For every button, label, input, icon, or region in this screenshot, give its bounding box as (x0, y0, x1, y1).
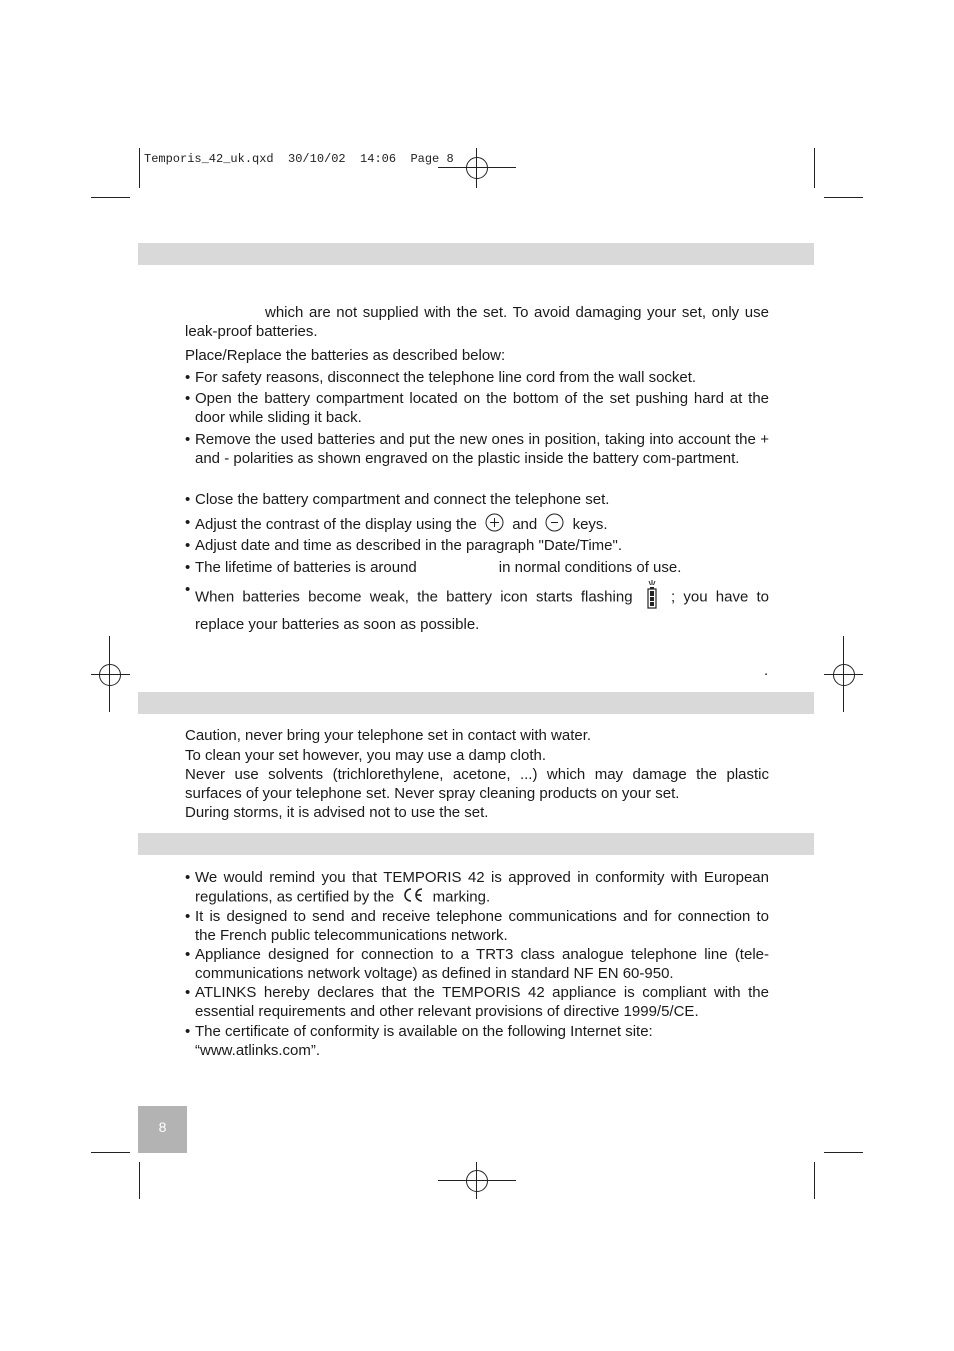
list-item-weak-batteries: • When batteries become weak, the battery icon starts flashing ; you have to replace your batteries as soon as possible. (185, 581, 769, 633)
list-item: • ATLINKS hereby declares that the TEMPORIS 42 appliance is compliant with the essential requirements and other relevant provisions of directive 1999/5/CE. (185, 984, 769, 1020)
battery-flashing-icon (645, 580, 659, 615)
plus-key-icon (485, 513, 504, 537)
list-item-lifetime: • The lifetime of batteries is around in normal conditions of use. (185, 559, 682, 576)
batteries-place-instruction: Place/Replace the batteries as described below: (185, 347, 506, 364)
crop-mark (814, 1162, 815, 1199)
maintenance-line: Never use solvents (trichlorethylene, acetone, ...) which may damage the plastic surfaces of your telephone set. Never spray cleaning products on your set. (185, 766, 769, 802)
maintenance-line: To clean your set however, you may use a damp cloth. (185, 747, 547, 764)
crop-mark (824, 1152, 863, 1153)
list-item: • Adjust date and time as described in the paragraph "Date/Time". (185, 537, 622, 554)
list-item: • It is designed to send and receive telephone communications and for connection to the French public telecommunications network. (185, 908, 769, 944)
list-item: • For safety reasons, disconnect the telephone line cord from the wall socket. (185, 369, 697, 386)
crop-mark (139, 148, 140, 188)
stray-dot: . (764, 662, 769, 679)
section-header-band-conformity (138, 833, 814, 855)
list-item: • Open the battery compartment located on the bottom of the set pushing hard at the door while sliding it back. (185, 390, 769, 426)
section-header-band-batteries (138, 243, 814, 265)
crop-mark (91, 197, 130, 198)
list-item: • Remove the used batteries and put the new ones in position, taking into account the + and - polarities as shown engraved on the plastic inside the battery com-partment. (185, 431, 769, 467)
crop-mark (139, 1162, 140, 1199)
crop-mark (824, 197, 863, 198)
page-number: 8 (138, 1106, 187, 1153)
crop-mark (814, 148, 815, 188)
list-item: • The certificate of conformity is available on the following Internet site: “www.atlinks.com”. (185, 1023, 653, 1059)
ce-mark-icon (402, 887, 424, 908)
minus-key-icon (545, 513, 564, 537)
list-item: • Close the battery compartment and connect the telephone set. (185, 491, 610, 508)
crop-mark (91, 1152, 130, 1153)
maintenance-line: During storms, it is advised not to use the set. (185, 804, 489, 821)
batteries-intro: which are not supplied with the set. To avoid damaging your set, only use leak-proof batteries. (185, 304, 769, 340)
list-item-ce: • We would remind you that TEMPORIS 42 is approved in conformity with European regulations, as certified by the marking. (185, 868, 769, 908)
list-item: • Appliance designed for connection to a TRT3 class analogue telephone line (tele-communications network voltage) as defined in standard NF EN 60-950. (185, 946, 769, 982)
section-header-band-maintenance (138, 692, 814, 714)
maintenance-line: Caution, never bring your telephone set in contact with water. (185, 727, 592, 744)
print-slug: Temporis_42_uk.qxd 30/10/02 14:06 Page 8 (144, 152, 454, 166)
list-item-contrast: • Adjust the contrast of the display using the and keys. (185, 513, 769, 537)
